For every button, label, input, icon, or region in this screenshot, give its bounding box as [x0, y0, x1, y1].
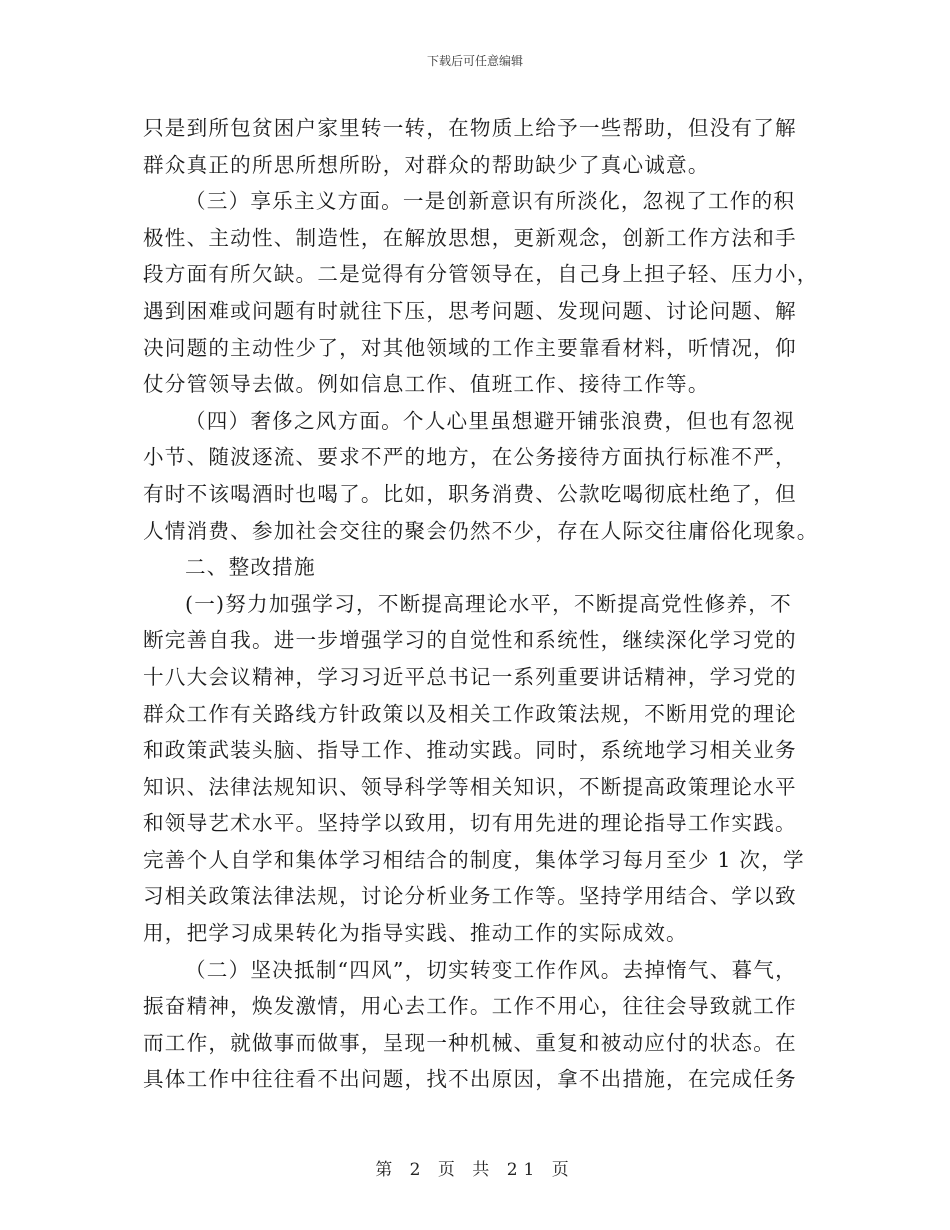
text-line: （四）奢侈之风方面。个人心里虽想避开铺张浪费，但也有忽视	[185, 408, 796, 433]
text-line: 仗分管领导去做。例如信息工作、值班工作、接待工作等。	[143, 372, 710, 397]
text-line: 具体工作中往往看不出问题，找不出原因，拿不出措施，在完成任务	[143, 1067, 797, 1092]
text-line: 振奋精神，焕发激情，用心去工作。工作不用心，往往会导致就工作	[143, 994, 797, 1019]
text-line: 知识、法律法规知识、领导科学等相关知识，不断提高政策理论水平	[143, 774, 797, 799]
text-line: 和政策武装头脑、指导工作、推动实践。同时，系统地学习相关业务	[143, 738, 797, 763]
page-footer: 第 2 页 共 21 页	[375, 1160, 575, 1180]
text-line: 完善个人自学和集体学习相结合的制度，集体学习每月至少 1 次，学	[143, 847, 805, 872]
text-line: 群众工作有关路线方针政策以及相关工作政策法规，不断用党的理论	[143, 701, 797, 726]
text-line: 用，把学习成果转化为指导实践、推动工作的实际成效。	[143, 921, 688, 946]
text-line: 人情消费、参加社会交往的聚会仍然不少，存在人际交往庸俗化现象。	[143, 518, 819, 543]
text-line: 和领导艺术水平。坚持学以致用，切有用先进的理论指导工作实践。	[143, 811, 797, 836]
text-line: 决问题的主动性少了，对其他领域的工作主要靠看材料，听情况，仰	[143, 335, 797, 360]
text-line: (一)努力加强学习，不断提高理论水平，不断提高党性修养，不	[185, 591, 792, 616]
text-block	[143, 110, 819, 1098]
text-line: 而工作，就做事而做事，呈现一种机械、重复和被动应付的状态。在	[143, 1030, 797, 1055]
text-line: 遇到困难或问题有时就往下压，思考问题、发现问题、讨论问题、解	[143, 298, 797, 323]
text-line: 十八大会议精神，学习习近平总书记一系列重要讲话精神，学习党的	[143, 664, 797, 689]
text-line: 段方面有所欠缺。二是觉得有分管领导在，自己身上担子轻、压力小，	[143, 262, 819, 287]
text-line: （三）享乐主义方面。一是创新意识有所淡化，忽视了工作的积	[185, 189, 796, 214]
text-line: （二）坚决抵制“四风”，切实转变工作作风。去掉惰气、暮气，	[185, 957, 797, 982]
page-header: 下载后可任意编辑	[426, 54, 523, 68]
text-line: 小节、随波逐流、要求不严的地方，在公务接待方面执行标准不严，	[143, 445, 797, 470]
text-line: 二、整改措施	[185, 555, 316, 580]
text-line: 极性、主动性、制造性，在解放思想，更新观念，创新工作方法和手	[143, 225, 797, 250]
text-line: 群众真正的所思所想所盼，对群众的帮助缺少了真心诚意。	[143, 152, 710, 177]
text-line: 只是到所包贫困户家里转一转，在物质上给予一些帮助，但没有了解	[143, 116, 797, 140]
text-line: 习相关政策法律法规，讨论分析业务工作等。坚持学用结合、学以致	[143, 884, 797, 909]
text-line: 有时不该喝酒时也喝了。比如，职务消费、公款吃喝彻底杜绝了，但	[143, 481, 797, 506]
body-text	[143, 110, 819, 1098]
text-line: 断完善自我。进一步增强学习的自觉性和系统性，继续深化学习党的	[143, 628, 797, 653]
